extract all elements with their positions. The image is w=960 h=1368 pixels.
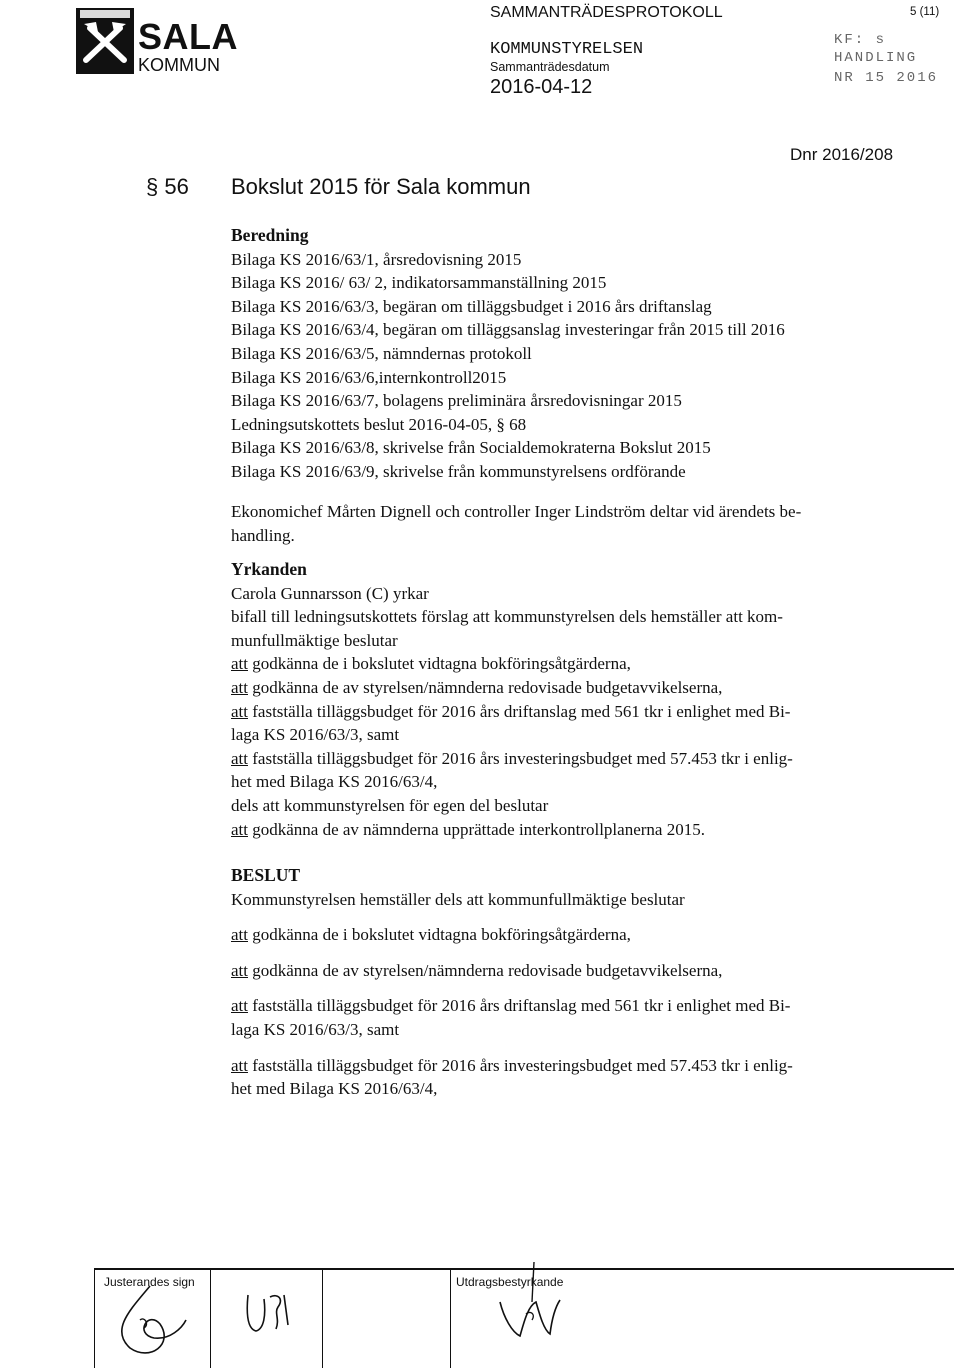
signature-initials-1 [100, 1280, 210, 1368]
logo-wordmark [138, 16, 238, 76]
document-type: SAMMANTRÄDESPROTOKOLL [490, 4, 723, 21]
attachment-line: Bilaga KS 2016/63/5, nämndernas protokoll [231, 343, 532, 363]
proposal-item: att godkänna de av styrelsen/nämnderna redovisade budgetavvikelserna, [231, 677, 723, 697]
stamp-line-2: HANDLING [834, 50, 918, 66]
signature-initials-3 [490, 1262, 570, 1352]
proposal-item: att godkänna de av nämnderna upprättade interkontrollplanerna 2015. [231, 819, 705, 839]
section-number: § 56 [146, 174, 189, 199]
attachment-line: Bilaga KS 2016/63/7, bolagens preliminära årsredovisningar 2015 [231, 391, 682, 411]
footer-divider [450, 1268, 451, 1368]
attachment-line: Bilaga KS 2016/63/3, begäran om tilläggsbudget i 2016 års driftanslag [231, 296, 712, 316]
logo-name: SALA [138, 16, 238, 57]
diary-number: Dnr 2016/208 [790, 145, 894, 164]
footer-divider [94, 1268, 95, 1368]
yrkanden-section: Yrkanden Carola Gunnarsson (C) yrkar bifall till ledningsutskottets förslag att kommunstyrelsen dels hemställer att kom- munfullmäktige beslutar att godkänna de i bokslutet vidtagna bokföringsåtgärderna, att godkänna de av styrelsen/nämnderna redovisade budgetavvikelserna, att fastställa tilläggsbudget för 2016 års driftanslag med 561 tkr i enlighet med Bi- laga KS 2016/63/3, samt att fastställa tilläggsbudget för 2016 års investeringsbudget med 57.453 tkr i enlig- het med Bilaga KS 2016/63/4, dels att kommunstyrelsen för egen del beslutar att godkänna de av nämnderna upprättade interkontrollplanerna 2015. [231, 558, 903, 841]
municipality-logo-crest [76, 8, 134, 74]
proposal-item: att godkänna de i bokslutet vidtagna bokföringsåtgärderna, [231, 654, 631, 674]
stamp-line-3: NR 15 2016 [834, 70, 939, 86]
section-title: Bokslut 2015 för Sala kommun [231, 174, 531, 199]
attachment-line: Bilaga KS 2016/63/4, begäran om tilläggsanslag investeringar från 2015 till 2016 [231, 320, 785, 340]
attachment-line: Bilaga KS 2016/63/9, skrivelse från kommunstyrelsens ordförande [231, 461, 686, 481]
proposer: Carola Gunnarsson (C) yrkar [231, 583, 429, 603]
committee-name: KOMMUNSTYRELSEN [490, 40, 644, 59]
decision-item: att godkänna de i bokslutet vidtagna bokföringsåtgärderna, [231, 925, 631, 945]
stamp-line-1: KF: s [834, 32, 887, 48]
beslut-heading: BESLUT [231, 865, 301, 885]
date-label: Sammanträdesdatum [490, 60, 610, 74]
beslut-section: BESLUT Kommunstyrelsen hemställer dels att kommunfullmäktige beslutar att godkänna de i bokslutet vidtagna bokföringsåtgärderna, att godkänna de av styrelsen/nämnderna redovisade budgetavvikelserna, att fastställa tilläggsbudget för 2016 års driftanslag med 561 tkr i enlighet med Bi- laga KS 2016/63/3, samt att fastställa tilläggsbudget för 2016 års investeringsbudget med 57.453 tkr i enlig- het med Bilaga KS 2016/63/4, [231, 864, 903, 1101]
beredning-section [231, 224, 903, 484]
footer-divider [210, 1268, 211, 1368]
yrkanden-heading: Yrkanden [231, 559, 307, 579]
participation-note: Ekonomichef Mårten Dignell och controller Inger Lindström deltar vid ärendets be- handling. [231, 502, 802, 545]
decision-item: att fastställa tilläggsbudget för 2016 års investeringsbudget med 57.453 tkr i enlig- [231, 1055, 793, 1075]
proposal-item: att fastställa tilläggsbudget för 2016 års investeringsbudget med 57.453 tkr i enlig- [231, 748, 793, 768]
attachment-line: Bilaga KS 2016/ 63/ 2, indikatorsammanställning 2015 [231, 273, 607, 293]
proposal-item: att fastställa tilläggsbudget för 2016 års driftanslag med 561 tkr i enlighet med Bi- [231, 701, 791, 721]
attachment-line: Bilaga KS 2016/63/8, skrivelse från Socialdemokraterna Bokslut 2015 [231, 438, 711, 458]
logo-subtitle: KOMMUN [138, 55, 220, 75]
beredning-heading: Beredning [231, 225, 309, 245]
attachment-line: Bilaga KS 2016/63/6,internkontroll2015 [231, 367, 507, 387]
decision-item: att fastställa tilläggsbudget för 2016 års driftanslag med 561 tkr i enlighet med Bi- [231, 996, 791, 1016]
justerandes-sign-label: Justerandes sign [104, 1275, 195, 1289]
meeting-date: 2016-04-12 [490, 76, 593, 98]
page-number: 5 (11) [910, 6, 940, 18]
decision-item: att godkänna de av styrelsen/nämnderna redovisade budgetavvikelserna, [231, 960, 723, 980]
signature-initials-2 [240, 1285, 310, 1345]
attachment-line: Bilaga KS 2016/63/1, årsredovisning 2015 [231, 249, 522, 269]
utdragsbestyrkande-label: Utdragsbestyrkande [456, 1275, 564, 1289]
footer-divider [322, 1268, 323, 1368]
attachment-line: Ledningsutskottets beslut 2016-04-05, § 68 [231, 414, 527, 434]
